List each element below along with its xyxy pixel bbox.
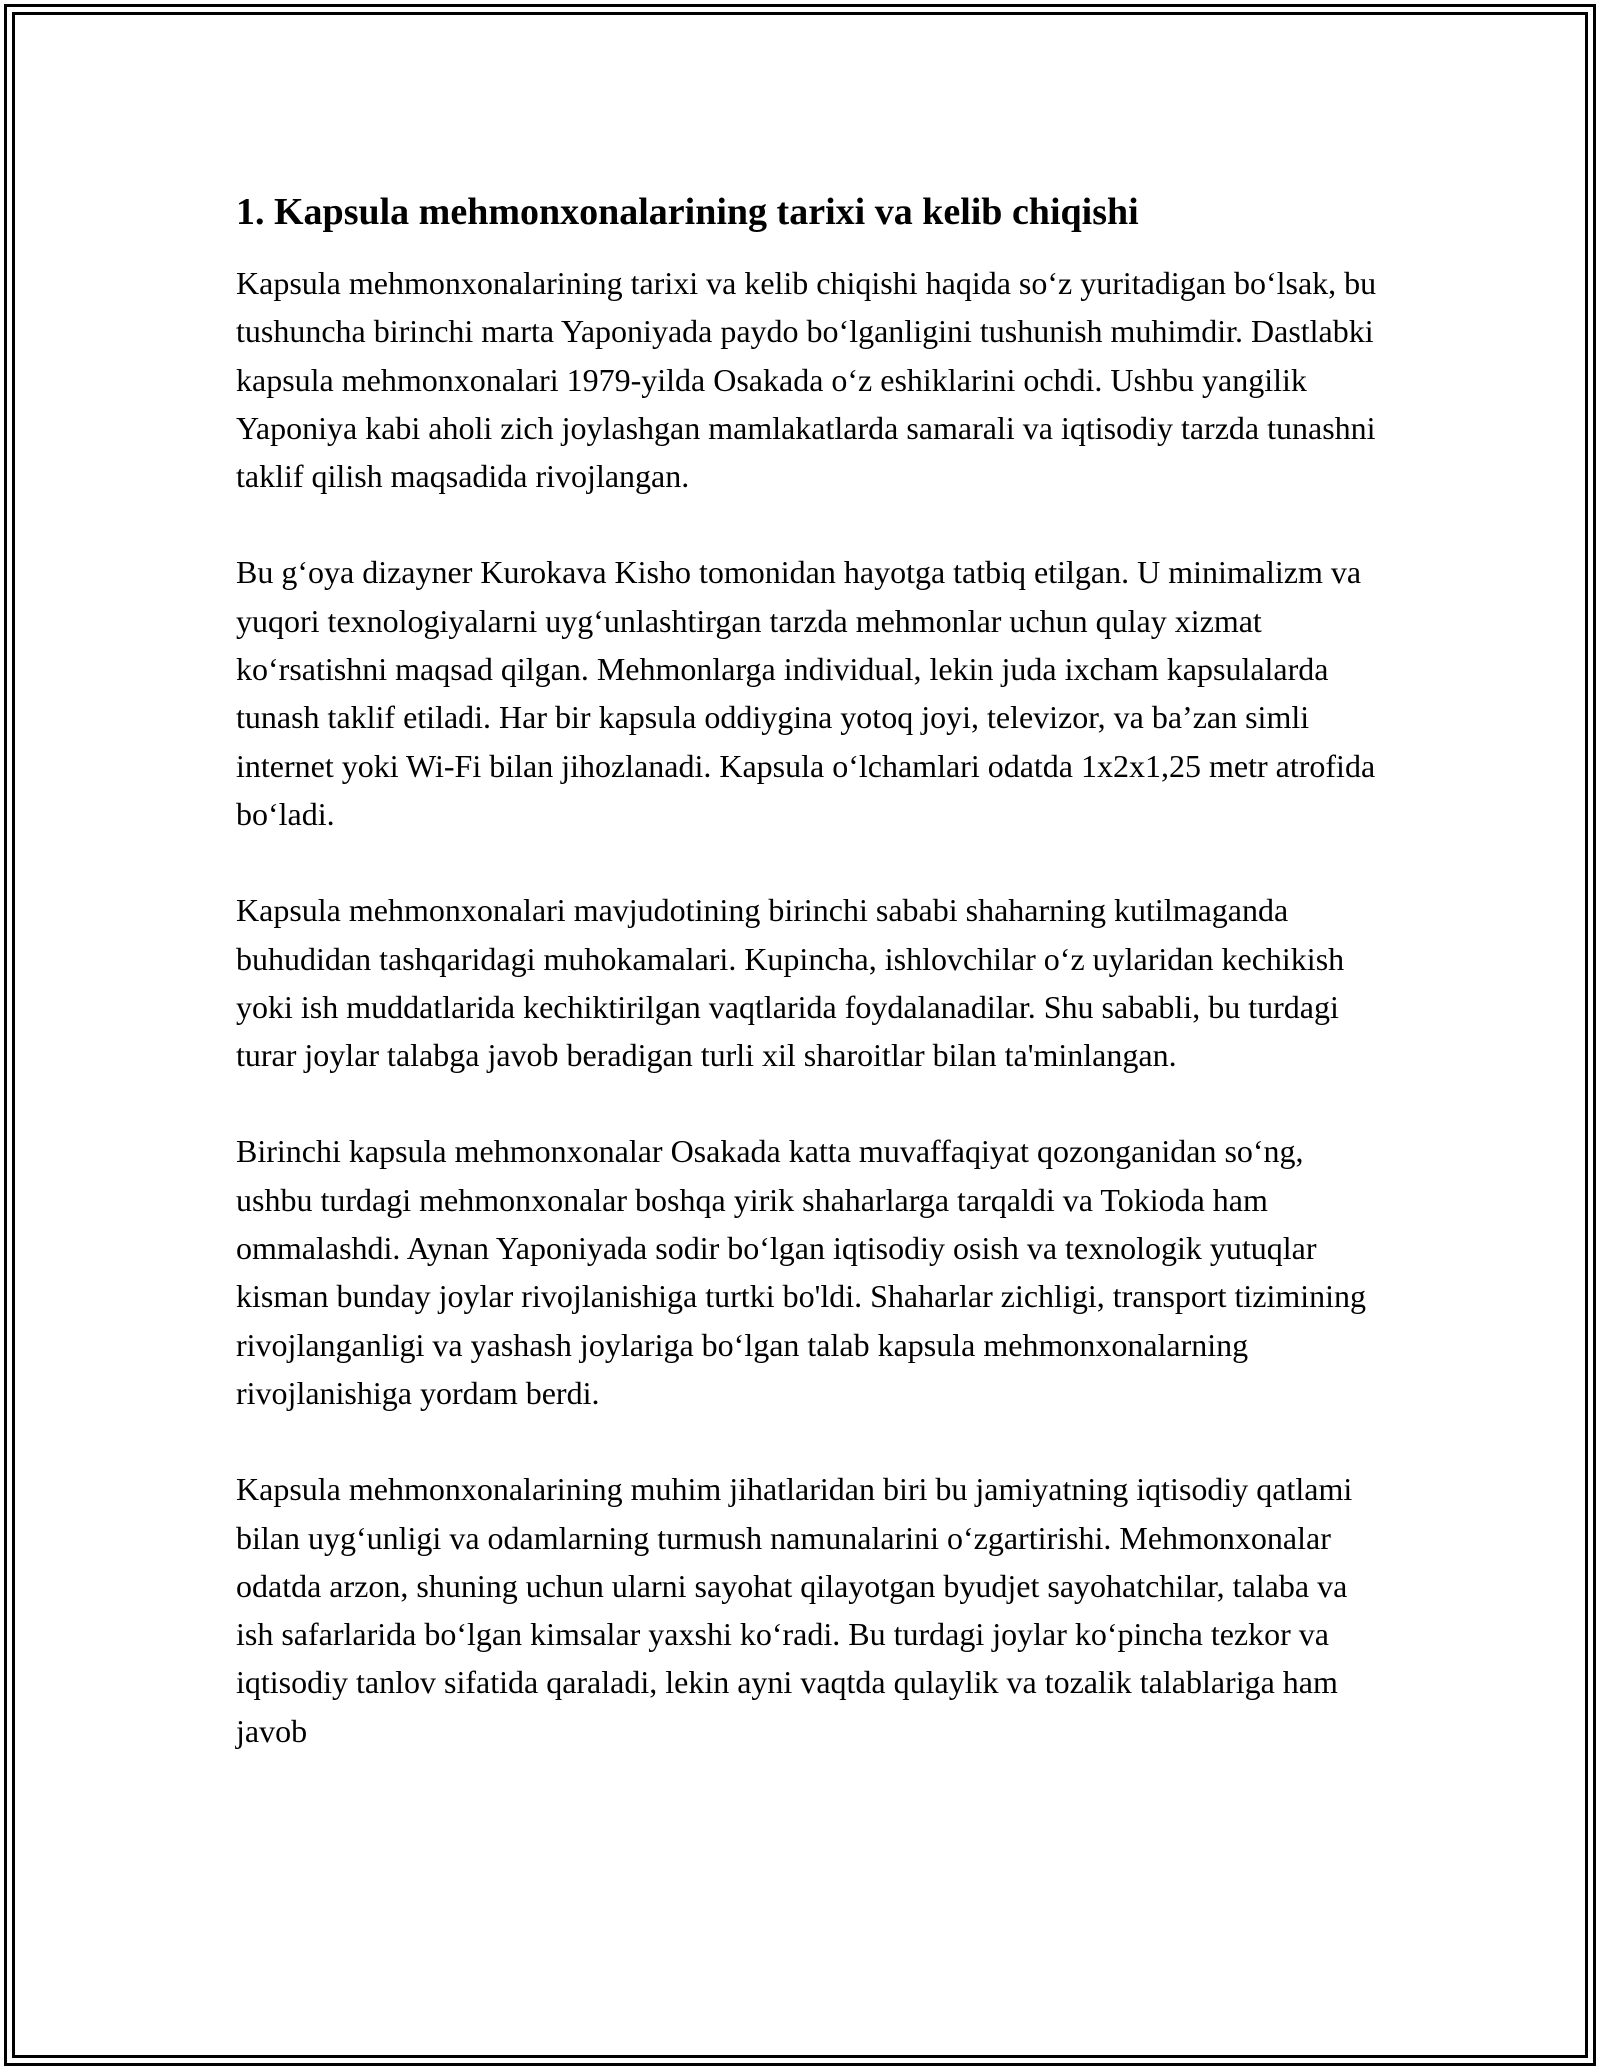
- paragraph-2: Bu g‘oya dizayner Kurokava Kisho tomonidan hayotga tatbiq etilgan. U minimalizm va yuqori texnologiyalarni uyg‘unlashtirgan tarzda mehmonlar uchun qulay xizmat ko‘rsatishni maqsad qilgan. Mehmonlarga individual, lekin juda ixcham kapsulalarda tunash taklif etiladi. Har bir kapsula oddiygina yotoq joyi, televizor, va ba’zan simli internet yoki Wi-Fi bilan jihozlanadi. Kapsula o‘lchamlari odatda 1x2x1,25 metr atrofida bo‘ladi.: [236, 554, 1376, 832]
- section-heading: 1. Kapsula mehmonxonalarining tarixi va kelib chiqishi: [236, 191, 1139, 233]
- paragraph-1: Kapsula mehmonxonalarining tarixi va kelib chiqishi haqida so‘z yuritadigan bo‘lsak, bu tushuncha birinchi marta Yaponiyada paydo bo‘lganligini tushunish muhimdir. Dastlabki kapsula mehmonxonalari 1979-yilda Osakada o‘z eshiklarini ochdi. Ushbu yangilik Yaponiya kabi aholi zich joylashgan mamlakatlarda samarali va iqtisodiy tarzda tunashni taklif qilish maqsadida rivojlangan.: [236, 265, 1377, 495]
- paragraph-5: Kapsula mehmonxonalarining muhim jihatlaridan biri bu jamiyatning iqtisodiy qatlami bilan uyg‘unligi va odamlarning turmush namunalarini o‘zgartirishi. Mehmonxonalar odatda arzon, shuning uchun ularni sayohat qilayotgan byudjet sayohatchilar, talaba va ish safarlarida bo‘lgan kimsalar yaxshi ko‘radi. Bu turdagi joylar ko‘pincha tezkor va iqtisodiy tanlov sifatida qaraladi, lekin ayni vaqtda qulaylik va tozalik talablariga ham javob: [236, 1471, 1353, 1749]
- paragraph-3: Kapsula mehmonxonalari mavjudotining birinchi sababi shaharning kutilmaganda buhudidan tashqaridagi muhokamalari. Kupincha, ishlovchilar o‘z uylaridan kechikish yoki ish muddatlarida kechiktirilgan vaqtlarida foydalanadilar. Shu sababli, bu turdagi turar joylar talabga javob beradigan turli xil sharoitlar bilan ta'minlangan.: [236, 892, 1345, 1074]
- document-body: [236, 188, 1386, 1803]
- paragraph-4: Birinchi kapsula mehmonxonalar Osakada katta muvaffaqiyat qozonganidan so‘ng, ushbu turdagi mehmonxonalar boshqa yirik shaharlarga tarqaldi va Tokioda ham ommalashdi. Aynan Yaponiyada sodir bo‘lgan iqtisodiy osish va texnologik yutuqlar kisman bunday joylar rivojlanishiga turtki bo'ldi. Shaharlar zichligi, transport tizimining rivojlanganligi va yashash joylariga bo‘lgan talab kapsula mehmonxonalarning rivojlanishiga yordam berdi.: [236, 1133, 1366, 1411]
